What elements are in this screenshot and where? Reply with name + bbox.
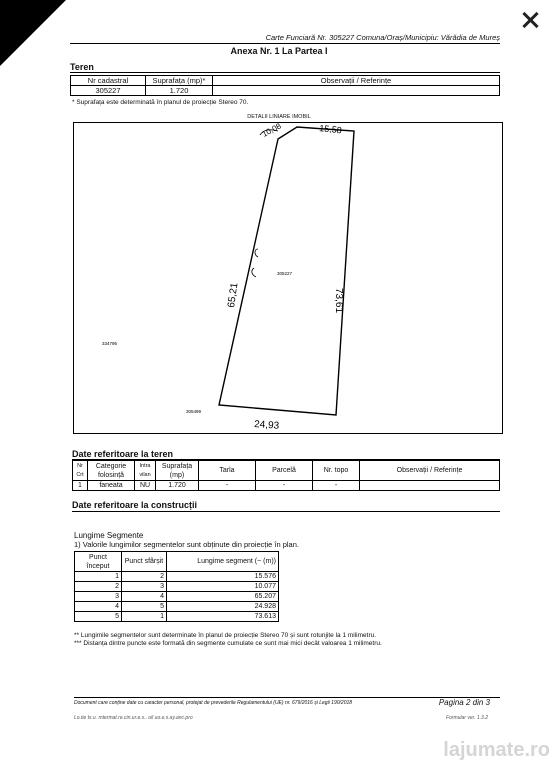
teren-heading: Teren <box>70 62 94 72</box>
dim-label-3: 65,21 <box>226 282 241 309</box>
col-punct-sfarsit: Punct sfârșit <box>122 552 167 572</box>
cell-end: 2 <box>122 572 167 582</box>
cell-nr-crt: 1 <box>73 481 88 491</box>
footer-doc-note: Document care conține date cu caracter personal, protejat de prevederile Regulamentului (UE) nr. 679/2016 și Legii 190/2018 <box>74 700 353 706</box>
cell-observatii-referinte <box>360 481 500 491</box>
parcel-drawing <box>74 123 502 433</box>
col-nr-crt: Nr Crt <box>73 461 88 481</box>
cell-length: 10.077 <box>167 582 279 592</box>
cell-length: 73.613 <box>167 612 279 622</box>
cell-end: 3 <box>122 582 167 592</box>
footer-small-left: Lo.tie ts.u. mtermat.re.cin.ur.e.s.. oil uo.e.s.ay.anc.pro <box>74 715 193 721</box>
col-tarla: Tarla <box>199 461 256 481</box>
col-nr-topo: Nr. topo <box>313 461 360 481</box>
segmente-table <box>74 551 279 622</box>
col-lungime-segment: Lungime segment (~ (m)) <box>167 552 279 572</box>
table-row <box>75 582 279 592</box>
cell-observatii <box>213 86 500 96</box>
close-icon[interactable] <box>520 10 540 30</box>
date-teren-table <box>72 460 500 491</box>
bottom-neighbor-label: 305499 <box>186 409 202 414</box>
cell-start: 2 <box>75 582 122 592</box>
dim-label-1: 10,08 <box>260 123 283 139</box>
dim-label-4: 73,61 <box>333 288 344 314</box>
col-observatii-referinte: Observații / Referințe <box>360 461 500 481</box>
center-parcel-label: 305227 <box>277 271 293 276</box>
cell-start: 4 <box>75 602 122 612</box>
cell-start: 1 <box>75 572 122 582</box>
teren-note: * Suprafața este determinată în planul de proiecție Stereo 70. <box>72 99 249 106</box>
cell-length: 15.576 <box>167 572 279 582</box>
anexa-title: Anexa Nr. 1 La Partea I <box>230 46 328 56</box>
date-constructii-heading: Date referitoare la construcții <box>72 500 198 510</box>
cell-suprafata: 1.720 <box>146 86 213 96</box>
segmente-note-1: ** Lungimile segmentelor sunt determinate în planul de proiecție Stereo 70 și sunt rotunjite la 1 milimetru. <box>74 632 377 639</box>
col-observatii: Observații / Referințe <box>213 76 500 86</box>
segmente-heading: Lungime Segmente <box>74 531 144 540</box>
watermark-logo: lajumate.ro <box>443 739 550 761</box>
col-punct-inceput: Punct început <box>75 552 122 572</box>
cell-start: 5 <box>75 612 122 622</box>
cell-end: 5 <box>122 602 167 612</box>
col-categorie: Categorie folosință <box>88 461 135 481</box>
dim-label-5: 24,93 <box>253 419 280 432</box>
left-neighbor-label: 334796 <box>102 341 118 346</box>
page-corner-fold <box>0 0 66 66</box>
cell-nr-topo: - <box>313 481 360 491</box>
footer-small-right: Formular ver. 1.3.2 <box>445 715 488 721</box>
page-number: Pagina 2 din 3 <box>438 698 490 707</box>
col-nr-cadastral: Nr cadastral <box>71 76 146 86</box>
teren-table <box>70 75 500 96</box>
cell-end: 1 <box>122 612 167 622</box>
cell-end: 4 <box>122 592 167 602</box>
cell-intravilan: NU <box>135 481 156 491</box>
segmente-note-2: *** Distanța dintre puncte este formată din segmente cumulate ce sunt mai mici decât valoarea 1 milimetru. <box>74 640 382 647</box>
cell-tarla: - <box>199 481 256 491</box>
plan-title: DETALII LINIARE IMOBIL <box>247 114 311 120</box>
col-intravilan: Intra vilan <box>135 461 156 481</box>
col-parcela: Parcelă <box>256 461 313 481</box>
cell-nr-cadastral: 305227 <box>71 86 146 96</box>
dim-label-2: 15,58 <box>318 123 343 136</box>
date-teren-heading: Date referitoare la teren <box>72 449 174 459</box>
col-suprafata: Suprafața (mp)* <box>146 76 213 86</box>
cell-length: 65.207 <box>167 592 279 602</box>
cell-length: 24.928 <box>167 602 279 612</box>
table-row <box>75 572 279 582</box>
table-row <box>75 612 279 622</box>
cell-categorie: faneata <box>88 481 135 491</box>
table-row <box>75 592 279 602</box>
parcel-plan <box>73 122 503 434</box>
segmente-subtitle: 1) Valorile lungimilor segmentelor sunt obținute din proiecție în plan. <box>74 540 299 549</box>
cell-start: 3 <box>75 592 122 602</box>
cell-parcela: - <box>256 481 313 491</box>
table-row <box>75 602 279 612</box>
cf-header-line: Carte Funciară Nr. 305227 Comuna/Oraș/Municipiu: Vărădia de Mureș <box>265 33 500 42</box>
col-suprafata-mp: Suprafața (mp) <box>156 461 199 481</box>
cell-suprafata-mp: 1.720 <box>156 481 199 491</box>
